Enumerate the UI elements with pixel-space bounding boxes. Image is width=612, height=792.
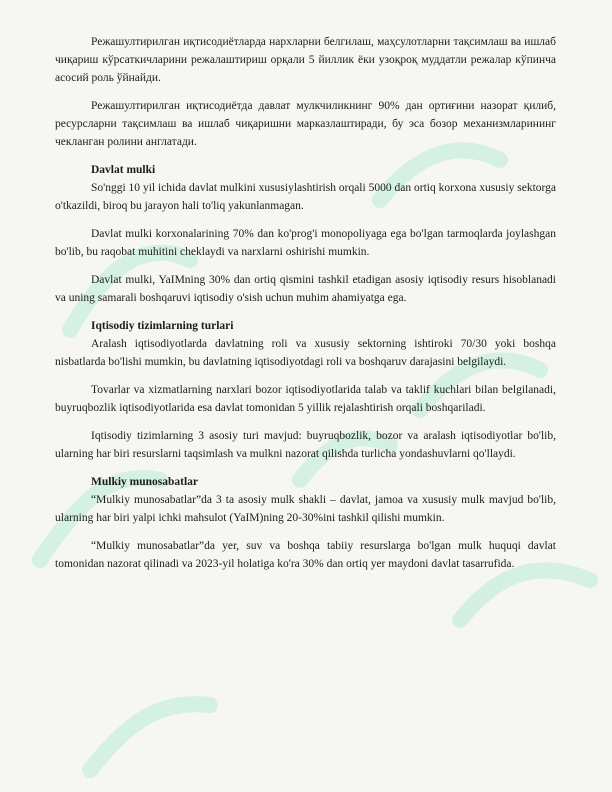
paragraph: Tovarlar va xizmatlarning narxlari bozor iqtisodiyotlarida talab va taklif kuchlari bilan belgilanadi, buyruqbozlik iqtisodiyotlarida esa davlat tomonidan 5 yillik rejalashtirish orqali boshqariladi. bbox=[55, 384, 556, 414]
body-text bbox=[55, 33, 556, 573]
paragraph: Режашултирилган иқтисодиётда давлат мулкчиликнинг 90% дан ортиғини назорат қилиб, ресурсларни тақсимлаш ва ишлаб чиқаришни марказлаштиради, бу эса бозор механизмларининг чекланган ролини англатади. bbox=[55, 100, 556, 148]
section-heading: Davlat mulki bbox=[91, 164, 156, 176]
watermark-stroke bbox=[460, 570, 590, 620]
paragraph: Iqtisodiy tizimlarning 3 asosiy turi mavjud: buyruqbozlik, bozor va aralash iqtisodiyotlar bo'lib, ularning har biri resurslarni taqsimlash va mulkni nazorat qilishda turlicha yondashuvlarni qo'llaydi. bbox=[55, 430, 556, 460]
paragraph: “Mulkiy munosabatlar”da yer, suv va boshqa tabiiy resurslarga bo'lgan mulk huquqi davlat tomonidan nazorat qilinadi va 2023-yil holatiga ko'ra 30% dan ortiq yer maydoni davlat tasarrufida. bbox=[55, 540, 556, 570]
section-heading: Iqtisodiy tizimlarning turlari bbox=[91, 320, 234, 332]
paragraph: Davlat mulki, YaIMning 30% dan ortiq qismini tashkil etadigan asosiy iqtisodiy resurs hisoblanadi va uning samarali boshqaruvi iqtisodiy o'sish uchun muhim ahamiyatga ega. bbox=[55, 274, 556, 304]
paragraph: Davlat mulki korxonalarining 70% dan ko'prog'i monopoliyaga ega bo'lgan tarmoqlarda joylashgan bo'lib, bu raqobat muhitini cheklaydi va narxlarni oshirishi mumkin. bbox=[55, 228, 556, 258]
paragraph: Режашултирилган иқтисодиётларда нархларни белгилаш, маҳсулотларни тақсимлаш ва ишлаб чиқариш кўрсаткичларини режалаштириш орқали 5 йиллик ёки узоқроқ муддатли режалар кўпинча асосий роль ўйнайди. bbox=[55, 36, 556, 84]
paragraph: Aralash iqtisodiyotlarda davlatning roli va xususiy sektorning ishtiroki 70/30 yoki boshqa nisbatlarda bo'lishi mumkin, bu davlatning iqtisodiyotdagi roli va boshqaruv darajasini belgilaydi. bbox=[55, 338, 556, 368]
paragraph: So'nggi 10 yil ichida davlat mulkini xususiylashtirish orqali 5000 dan ortiq korxona xususiy sektorga o'tkazildi, biroq bu jarayon hali to'liq yakunlanmagan. bbox=[55, 182, 556, 212]
paragraph: “Mulkiy munosabatlar”da 3 ta asosiy mulk shakli – davlat, jamoa va xususiy mulk mavjud bo'lib, ularning har biri yalpi ichki mahsulot (YaIM)ning 20-30%ini tashkil qilishi mumkin. bbox=[55, 494, 556, 524]
section-heading: Mulkiy munosabatlar bbox=[91, 476, 199, 488]
watermark-stroke bbox=[90, 704, 210, 770]
